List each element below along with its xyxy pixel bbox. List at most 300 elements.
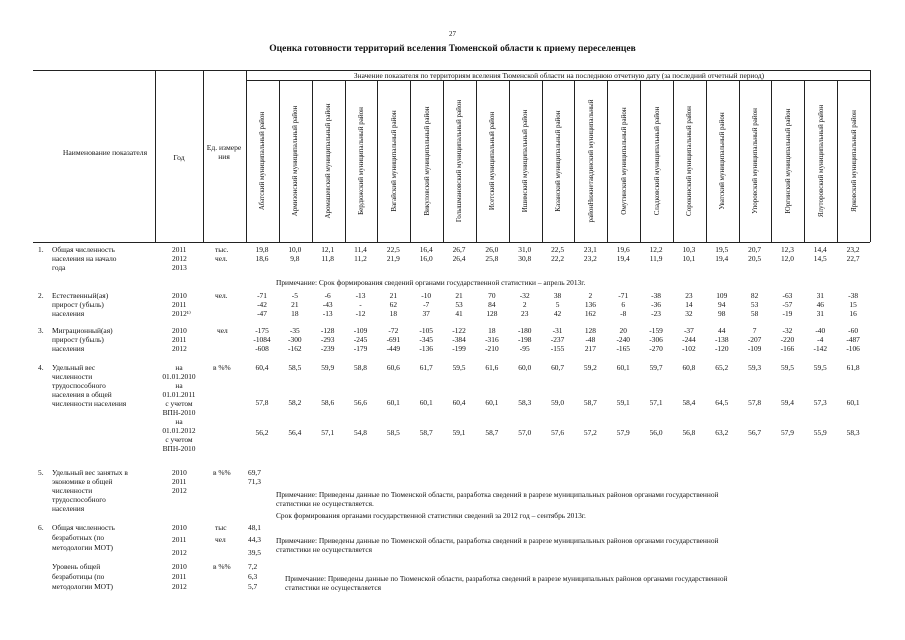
value-cell: 57,3 [813, 398, 827, 407]
value-cell: 59,2 [583, 363, 597, 372]
district-column-separator [509, 80, 510, 242]
year-cell: 2011 [172, 535, 187, 544]
value-cell: 58,7 [419, 428, 433, 437]
value-cell: 60,7 [551, 363, 565, 372]
value-cell: 60,1 [386, 398, 400, 407]
value-cell: -175 [255, 326, 269, 335]
district-column-separator [673, 80, 674, 242]
unit-cell: тыс [215, 523, 227, 532]
district-column-separator [542, 80, 543, 242]
value-cell: 53 [750, 300, 759, 309]
value-cell: 31,0 [518, 245, 532, 254]
value-cell: 58,4 [682, 398, 696, 407]
year-cell: на [175, 381, 183, 390]
value-cell: 23 [685, 291, 693, 300]
unit-cell: чел [217, 326, 228, 335]
value-cell: 58,5 [386, 428, 400, 437]
header-bottom-border [33, 242, 870, 243]
value-cell: 57,9 [616, 428, 630, 437]
value-cell: 63,2 [715, 428, 729, 437]
value-cell: 70 [488, 291, 496, 300]
value-cell: 60,1 [846, 398, 860, 407]
unit-cell: в %% [213, 468, 231, 477]
value-cell: 58,3 [518, 398, 532, 407]
value-cell: -293 [320, 335, 335, 344]
group-header-underline [246, 80, 870, 81]
value-cell: -10 [421, 291, 432, 300]
value-cell: 136 [584, 300, 596, 309]
district-column-separator [607, 80, 608, 242]
row-number: 2. [38, 291, 44, 300]
value-cell: 44,3 [248, 535, 261, 544]
value-cell: 12,0 [780, 254, 794, 263]
value-cell: 15 [849, 300, 857, 309]
indicator-name-line: населения [52, 504, 85, 513]
page-title: Оценка готовности территорий вселения Тюменской области к приему переселенцев [269, 44, 636, 54]
value-cell: -384 [452, 335, 466, 344]
unit-cell: в %% [213, 363, 231, 372]
value-cell: 60,1 [616, 363, 630, 372]
value-cell: 56,7 [748, 428, 762, 437]
value-cell: -691 [386, 335, 401, 344]
value-cell: -35 [289, 326, 300, 335]
value-cell: -237 [550, 335, 565, 344]
value-cell: -155 [550, 344, 565, 353]
value-cell: 20,7 [748, 245, 762, 254]
year-cell: 2010 [172, 291, 187, 300]
district-header: Голышмановский муниципальный район [455, 99, 464, 223]
value-cell: 82 [750, 291, 759, 300]
value-cell: 109 [716, 291, 728, 300]
value-cell: 46 [816, 300, 824, 309]
value-cell: 10,3 [682, 245, 696, 254]
value-cell: 57,8 [255, 398, 269, 407]
page-number: 27 [449, 30, 456, 38]
district-header: Упоровский муниципальный район [751, 108, 760, 214]
value-cell: -6 [324, 291, 331, 300]
district-header: Вагайский муниципальный район [389, 110, 398, 212]
value-cell: 37 [422, 309, 430, 318]
indicator-name-line: методологии МОТ) [52, 543, 113, 552]
value-cell: 12,2 [649, 245, 663, 254]
value-cell: 162 [584, 309, 596, 318]
value-cell: 19,4 [715, 254, 729, 263]
district-header: районНижнетавдинский муниципальный [586, 99, 595, 223]
value-cell: -136 [419, 344, 433, 353]
value-cell: -19 [782, 309, 793, 318]
value-cell: 62 [389, 300, 398, 309]
value-cell: -120 [714, 344, 729, 353]
district-header: Абатский муниципальный район [258, 111, 267, 211]
year-cell: 01.01.2010 [162, 372, 196, 381]
value-cell: 23,2 [846, 245, 860, 254]
value-cell: -198 [517, 335, 532, 344]
value-cell: -487 [846, 335, 860, 344]
value-cell: 55,9 [813, 428, 827, 437]
value-cell: -38 [651, 291, 661, 300]
value-cell: -102 [682, 344, 696, 353]
value-cell: -244 [682, 335, 696, 344]
district-column-separator [443, 80, 444, 242]
value-cell: 69,7 [248, 468, 261, 477]
value-cell: -72 [388, 326, 399, 335]
indicator-name-line: численности [52, 486, 93, 495]
value-cell: 60,0 [518, 363, 532, 372]
value-cell: -31 [552, 326, 563, 335]
district-column-separator [640, 80, 641, 242]
value-cell: 128 [584, 326, 596, 335]
row-number: 6. [38, 523, 44, 532]
value-cell: 32 [685, 309, 693, 318]
indicator-name-line: прирост (убыль) [52, 300, 104, 309]
value-cell: 10,0 [288, 245, 302, 254]
value-cell: -128 [320, 326, 335, 335]
value-cell: 60,4 [255, 363, 269, 372]
value-cell: 7 [752, 326, 757, 335]
unit-cell: чел [215, 535, 226, 544]
indicator-name-line: Общая численность [52, 245, 115, 254]
district-column-separator [279, 80, 280, 242]
district-header: Армизонский муниципальный район [291, 105, 300, 217]
unit-cell: чел. [215, 254, 228, 263]
indicator-name-line: численности [52, 372, 93, 381]
district-header: Омутинский муниципальный район [619, 107, 628, 215]
value-cell: 59,9 [321, 363, 335, 372]
year-cell: с учетом [165, 435, 193, 444]
value-cell: 44 [718, 326, 726, 335]
unit-cell: тыс. [215, 245, 229, 254]
value-cell: 56,6 [354, 398, 367, 407]
table-right-border [870, 70, 871, 242]
value-cell: 22,2 [551, 254, 565, 263]
value-cell: -109 [747, 344, 762, 353]
district-header: Викуловский муниципальный район [422, 106, 431, 216]
value-cell: -159 [649, 326, 663, 335]
indicator-name-line: населения [52, 344, 85, 353]
value-cell: 31 [816, 309, 824, 318]
year-cell: 2011 [172, 572, 187, 581]
value-cell: -199 [452, 344, 466, 353]
value-cell: -207 [747, 335, 762, 344]
col-sep-unit [246, 70, 247, 242]
indicator-name-line: Уровень общей [52, 562, 101, 571]
header-unit: Ед. измерения [206, 143, 242, 161]
value-cell: 11,4 [354, 245, 367, 254]
value-cell: 22,7 [846, 254, 860, 263]
value-cell: 128 [486, 309, 498, 318]
value-cell: 20,5 [748, 254, 762, 263]
district-header: Аромашевский муниципальный район [324, 103, 333, 219]
district-header: Ялуторовский муниципальный район [816, 104, 825, 218]
value-cell: 7,2 [248, 562, 258, 571]
value-cell: 60,1 [419, 398, 433, 407]
value-cell: 58,3 [846, 428, 860, 437]
value-cell: 217 [584, 344, 596, 353]
value-cell: 54,8 [354, 428, 367, 437]
year-cell: ВПН-2010 [162, 444, 196, 453]
value-cell: 57,6 [551, 428, 565, 437]
district-column-separator [739, 80, 740, 242]
value-cell: -13 [322, 309, 333, 318]
value-cell: 60,4 [452, 398, 466, 407]
year-cell: 2011 [172, 477, 187, 486]
row-number: 4. [38, 363, 44, 372]
indicator-name-line: трудоспособного [52, 495, 106, 504]
year-cell: 2010 [172, 562, 187, 571]
value-cell: 60,1 [485, 398, 499, 407]
value-cell: 2 [522, 300, 527, 309]
value-cell: -449 [386, 344, 401, 353]
year-cell: 2010 [172, 468, 187, 477]
value-cell: -57 [782, 300, 793, 309]
value-cell: 59,5 [452, 363, 466, 372]
indicator-name-line: Удельный вес [52, 363, 96, 372]
value-cell: 57,8 [748, 398, 762, 407]
indicator-name-line: Естественный(ая) [52, 291, 109, 300]
district-column-separator [312, 80, 313, 242]
district-header: Сладковский муниципальный район [652, 106, 661, 216]
note-text: Примечание: Срок формирования сведений органами государственной статистики – апрель 2013г. [276, 278, 586, 287]
value-cell: 59,5 [813, 363, 827, 372]
value-cell: -71 [257, 291, 267, 300]
value-cell: 64,5 [715, 398, 729, 407]
district-column-separator [410, 80, 411, 242]
year-cell: 2012 [172, 486, 187, 495]
district-header: Уватский муниципальный район [718, 112, 727, 210]
indicator-name-line: населения в общей [52, 390, 112, 399]
indicator-name-line: прирост (убыль) [52, 335, 104, 344]
year-cell: с учетом [165, 399, 193, 408]
note-text: статистики не осуществляется [285, 583, 381, 592]
value-cell: -8 [620, 309, 627, 318]
year-cell: 01.01.2012 [162, 426, 196, 435]
value-cell: 59,1 [616, 398, 630, 407]
value-cell: -13 [355, 291, 366, 300]
year-cell: на [175, 363, 183, 372]
note-text: статистики не осуществляется. [276, 499, 374, 508]
value-cell: 16 [849, 309, 857, 318]
value-cell: 2 [588, 291, 593, 300]
value-cell: 19,5 [715, 245, 729, 254]
value-cell: 6 [621, 300, 626, 309]
value-cell: -165 [616, 344, 631, 353]
header-name: Наименование показателя [62, 148, 148, 157]
year-cell: ВПН-2010 [162, 408, 196, 417]
value-cell: 26,7 [452, 245, 466, 254]
value-cell: -42 [257, 300, 267, 309]
value-cell: 20 [619, 326, 627, 335]
indicator-name-line: экономике в общей [52, 477, 113, 486]
year-cell: 2012 [172, 548, 187, 557]
row-number: 3. [38, 326, 44, 335]
row-number: 1. [38, 245, 44, 254]
value-cell: 58,7 [583, 398, 597, 407]
value-cell: 57,2 [583, 428, 597, 437]
value-cell: 30,8 [518, 254, 532, 263]
value-cell: 19,6 [616, 245, 630, 254]
value-cell: 21 [291, 300, 299, 309]
value-cell: 41 [455, 309, 463, 318]
value-cell: 9,8 [290, 254, 300, 263]
value-cell: 14 [685, 300, 693, 309]
value-cell: 59,5 [780, 363, 794, 372]
value-cell: 14,4 [813, 245, 827, 254]
value-cell: 98 [718, 309, 726, 318]
district-header: Ишимский муниципальный район [521, 109, 530, 213]
value-cell: -180 [517, 326, 532, 335]
value-cell: -38 [848, 291, 859, 300]
value-cell: -105 [419, 326, 433, 335]
value-cell: -1084 [253, 335, 271, 344]
value-cell: -40 [815, 326, 826, 335]
value-cell: 11,9 [649, 254, 663, 263]
value-cell: -122 [452, 326, 466, 335]
value-cell: -300 [288, 335, 302, 344]
value-cell: 14,5 [813, 254, 827, 263]
value-cell: 58,2 [288, 398, 302, 407]
value-cell: 53 [455, 300, 463, 309]
district-header: Казанский муниципальный район [553, 110, 562, 212]
value-cell: -43 [322, 300, 333, 309]
indicator-name-line: Миграционный(ая) [52, 326, 113, 335]
value-cell: 58 [750, 309, 759, 318]
indicator-name-line: населения [52, 309, 85, 318]
indicator-name-line: численности населения [52, 399, 127, 408]
value-cell: 61,8 [846, 363, 860, 372]
value-cell: -48 [585, 335, 596, 344]
value-cell: 22,5 [551, 245, 565, 254]
value-cell: 94 [718, 300, 726, 309]
value-cell: 22,5 [386, 245, 400, 254]
indicator-name-line: населения на начало [52, 254, 117, 263]
district-header: Ярковский муниципальный район [849, 110, 858, 212]
indicator-name-line: методологии МОТ) [52, 582, 113, 591]
value-cell: -240 [616, 335, 631, 344]
value-cell: 61,6 [485, 363, 499, 372]
value-cell: 11,8 [321, 254, 334, 263]
value-cell: 18 [488, 326, 496, 335]
value-cell: 38 [553, 291, 562, 300]
value-cell: 57,0 [518, 428, 532, 437]
value-cell: 26,0 [485, 245, 499, 254]
district-column-separator [706, 80, 707, 242]
value-cell: 16,0 [419, 254, 433, 263]
year-cell: 2012 [172, 582, 187, 591]
value-cell: -12 [355, 309, 366, 318]
year-cell: 2012¹⁾ [172, 309, 191, 318]
value-cell: 21,9 [386, 254, 400, 263]
value-cell: 42 [553, 309, 562, 318]
value-cell: -245 [353, 335, 368, 344]
value-cell: -608 [255, 344, 269, 353]
year-cell: на [175, 417, 183, 426]
value-cell: 31 [816, 291, 824, 300]
value-cell: -345 [419, 335, 433, 344]
value-cell: 56,0 [649, 428, 663, 437]
value-cell: 16,4 [419, 245, 433, 254]
value-cell: 5,7 [248, 582, 258, 591]
value-cell: -63 [782, 291, 793, 300]
value-cell: -32 [782, 326, 793, 335]
value-cell: 57,1 [649, 398, 663, 407]
value-cell: 19,8 [255, 245, 269, 254]
value-cell: -47 [257, 309, 267, 318]
value-cell: -36 [651, 300, 661, 309]
value-cell: 59,0 [551, 398, 565, 407]
value-cell: 5 [555, 300, 560, 309]
value-cell: 58,7 [485, 428, 499, 437]
value-cell: 12,3 [780, 245, 794, 254]
note-text: статистики не осуществляется [276, 545, 372, 554]
district-column-separator [574, 80, 575, 242]
value-cell: -179 [353, 344, 368, 353]
value-cell: -142 [813, 344, 828, 353]
value-cell: 6,3 [248, 572, 258, 581]
value-cell: 60,8 [682, 363, 696, 372]
value-cell: -270 [649, 344, 663, 353]
row-number: 5. [38, 468, 44, 477]
district-header: Сорокинский муниципальный район [685, 106, 694, 216]
value-cell: -37 [683, 326, 694, 335]
value-cell: -316 [485, 335, 499, 344]
value-cell: 23,2 [583, 254, 597, 263]
value-cell: 57,9 [780, 428, 794, 437]
value-cell: -60 [848, 326, 859, 335]
unit-cell: в %% [213, 562, 231, 571]
district-header: Юргинский муниципальный район [783, 108, 792, 214]
indicator-name-line: года [52, 263, 66, 272]
value-cell: 23,1 [583, 245, 597, 254]
value-cell: 18 [389, 309, 398, 318]
district-column-separator [476, 80, 477, 242]
value-cell: 59,7 [649, 363, 663, 372]
year-cell: 01.01.2011 [162, 390, 196, 399]
value-cell: -5 [291, 291, 298, 300]
value-cell: 58,5 [288, 363, 302, 372]
value-cell: 60,6 [386, 363, 400, 372]
header-group: Значение показателя по территориям вселения Тюменской области на последнюю отчетную дату (за последний отчетный период) [353, 71, 765, 80]
value-cell: 21 [389, 291, 398, 300]
value-cell: -166 [780, 344, 795, 353]
value-cell: -239 [320, 344, 335, 353]
value-cell: 19,4 [616, 254, 630, 263]
value-cell: -162 [288, 344, 302, 353]
year-cell: 2010 [172, 326, 187, 335]
year-cell: 2012 [172, 254, 187, 263]
col-sep-name [155, 70, 156, 242]
value-cell: -71 [618, 291, 629, 300]
value-cell: -220 [780, 335, 795, 344]
value-cell: -32 [519, 291, 530, 300]
year-cell: 2010 [172, 523, 187, 532]
indicator-name-line: безработицы (по [52, 572, 105, 581]
value-cell: -95 [519, 344, 530, 353]
value-cell: -109 [353, 326, 368, 335]
indicator-name-line: безработных (по [52, 533, 105, 542]
district-column-separator [804, 80, 805, 242]
col-sep-year [203, 70, 204, 242]
value-cell: 56,8 [682, 428, 696, 437]
value-cell: 18 [291, 309, 299, 318]
value-cell: -106 [846, 344, 860, 353]
unit-cell: чел. [215, 291, 228, 300]
value-cell: -4 [817, 335, 824, 344]
value-cell: 56,4 [288, 428, 302, 437]
value-cell: 59,4 [780, 398, 794, 407]
value-cell: 18,6 [255, 254, 269, 263]
value-cell: 26,4 [452, 254, 466, 263]
note-text: Примечание: Приведены данные по Тюменской области, разработка сведений в разрезе муниципальных районов органами государственной [285, 574, 728, 583]
